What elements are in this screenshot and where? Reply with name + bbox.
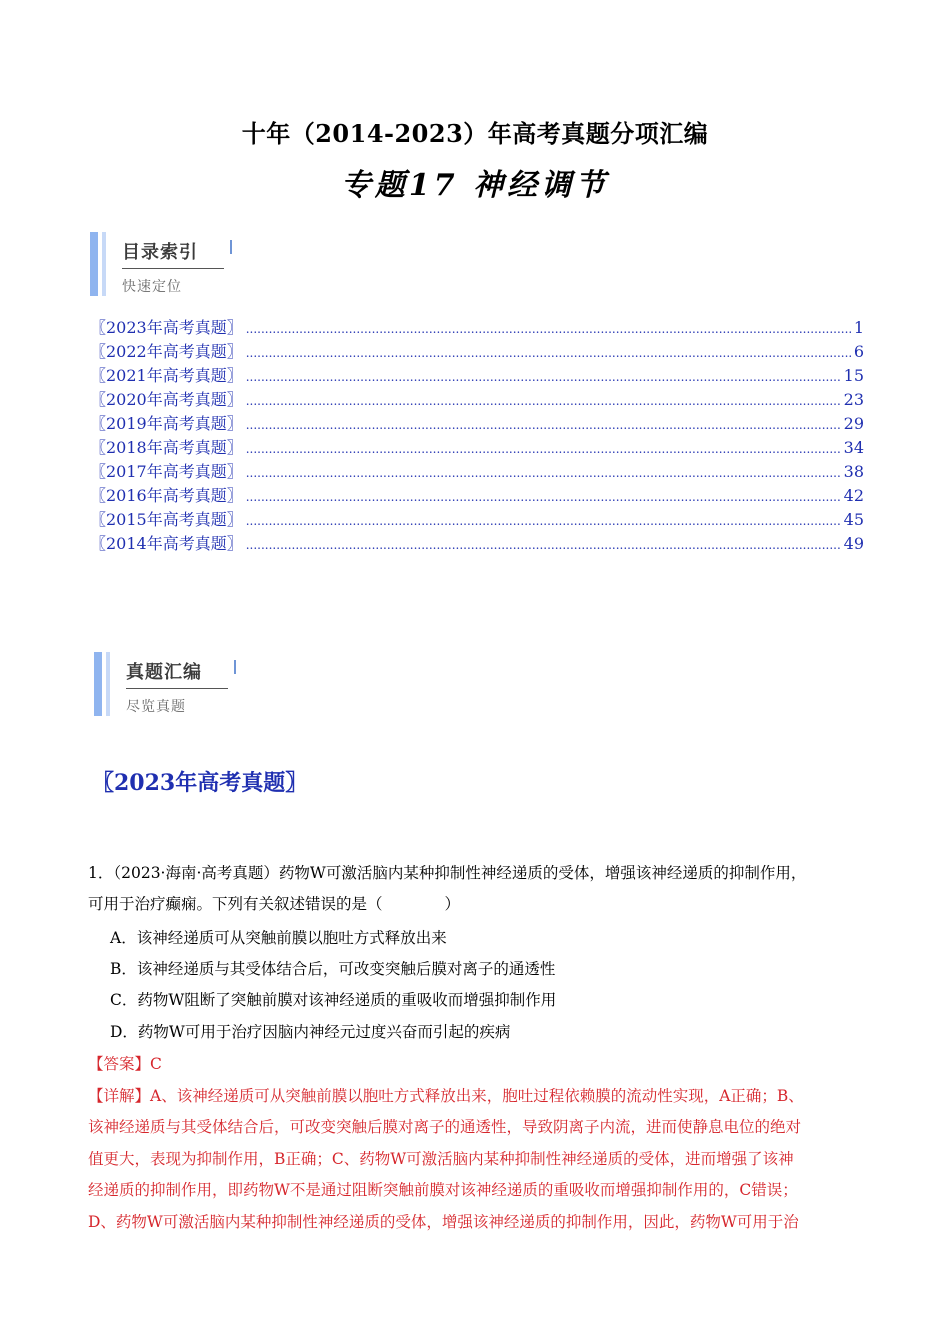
toc-entry-page[interactable]: 45 (843, 510, 864, 529)
answer-detail-line: 经递质的抑制作用，即药物W不是通过阻断突触前膜对该神经递质的重吸收而增强抑制作用的，C错误； (88, 1181, 798, 1199)
page-subtitle: 专题17 神经调节 (340, 168, 610, 203)
toc-entry-page[interactable]: 6 (853, 342, 864, 361)
banner-bar-light (102, 232, 106, 296)
toc-entry[interactable] (90, 340, 864, 364)
toc-banner-heading: 目录索引 (122, 242, 198, 263)
question-stem (88, 858, 868, 920)
toc-entry-label[interactable]: 〖2016年高考真题〗 (90, 486, 243, 505)
toc-entry-page[interactable]: 1 (853, 318, 864, 337)
toc-entry-label[interactable]: 〖2019年高考真题〗 (90, 414, 243, 433)
option-a: A．该神经递质可从突触前膜以胞吐方式释放出来 (110, 929, 447, 947)
toc-entry[interactable] (90, 388, 864, 412)
toc-entry-page[interactable]: 42 (843, 486, 864, 505)
banner-bar-light (106, 652, 110, 716)
toc-dot-leader (246, 533, 841, 557)
toc-entry-label[interactable]: 〖2015年高考真题〗 (90, 510, 243, 529)
toc-entry[interactable] (90, 316, 864, 340)
question-line: 1．（2023·海南·高考真题）药物W可激活脑内某种抑制性神经递质的受体，增强该神经递质的抑制作用， (88, 864, 807, 882)
toc-entry-page[interactable]: 34 (843, 438, 864, 457)
toc-entry-page[interactable]: 15 (843, 366, 864, 385)
toc-entry-label[interactable]: 〖2021年高考真题〗 (90, 366, 243, 385)
toc-dot-leader (246, 413, 841, 437)
option-d: D．药物W可用于治疗因脑内神经元过度兴奋而引起的疾病 (110, 1023, 511, 1041)
toc-entry[interactable] (90, 436, 864, 460)
answer-detail-line: D、药物W可激活脑内某种抑制性神经递质的受体，增强该神经递质的抑制作用，因此，药物W可用于治 (88, 1212, 799, 1231)
banner-tick (230, 240, 232, 254)
collection-banner (94, 652, 274, 722)
toc-dot-leader (246, 389, 841, 413)
collection-banner-sub: 尽览真题 (126, 699, 186, 715)
banner-rule (126, 688, 228, 689)
toc-entry-page[interactable]: 49 (843, 534, 864, 553)
toc-banner (90, 232, 270, 302)
toc-entry[interactable] (90, 508, 864, 532)
banner-bar (90, 232, 98, 296)
toc-entry[interactable] (90, 412, 864, 436)
banner-bar (94, 652, 102, 716)
toc-dot-leader (246, 317, 851, 341)
toc-dot-leader (246, 485, 841, 509)
toc-dot-leader (246, 437, 841, 461)
page-title: 十年（2014-2023）年高考真题分项汇编 (241, 119, 709, 148)
answer-detail-line: 值更大，表现为抑制作用，B正确；C、药物W可激活脑内某种抑制性神经递质的受体，进而增强了该神 (88, 1149, 794, 1168)
toc-banner-sub: 快速定位 (122, 279, 182, 295)
toc-entry-page[interactable]: 29 (843, 414, 864, 433)
toc-entry[interactable] (90, 484, 864, 508)
toc-entry-label[interactable]: 〖2018年高考真题〗 (90, 438, 243, 457)
question-line: 可用于治疗癫痫。下列有关叙述错误的是（ ） (88, 895, 461, 913)
toc-entry-label[interactable]: 〖2022年高考真题〗 (90, 342, 243, 361)
option-b: B．该神经递质与其受体结合后，可改变突触后膜对离子的通透性 (110, 960, 556, 978)
toc-dot-leader (246, 365, 841, 389)
toc-entry-page[interactable]: 38 (843, 462, 864, 481)
toc-entry[interactable] (90, 460, 864, 484)
toc-dot-leader (246, 509, 841, 533)
answer-detail-line: 该神经递质与其受体结合后，可改变突触后膜对离子的通透性，导致阴离子内流，进而使静息电位的绝对 (88, 1118, 802, 1136)
toc-dot-leader (246, 341, 851, 365)
banner-rule (122, 268, 224, 269)
answer-label: 【答案】C (88, 1055, 162, 1073)
toc-entry-label[interactable]: 〖2023年高考真题〗 (90, 318, 243, 337)
option-c: C．药物W阻断了突触前膜对该神经递质的重吸收而增强抑制作用 (110, 991, 557, 1009)
toc-entry-label[interactable]: 〖2014年高考真题〗 (90, 534, 243, 553)
toc-entry[interactable] (90, 364, 864, 388)
collection-banner-heading: 真题汇编 (126, 662, 202, 683)
toc-entry-label[interactable]: 〖2020年高考真题〗 (90, 390, 243, 409)
toc-entry-page[interactable]: 23 (843, 390, 864, 409)
toc-entry[interactable] (90, 532, 864, 556)
answer-detail-line: 【详解】A、该神经递质可从突触前膜以胞吐方式释放出来，胞吐过程依赖膜的流动性实现，A正确；B、 (88, 1086, 804, 1105)
banner-tick (234, 660, 236, 674)
table-of-contents (90, 316, 864, 556)
section-title: 〖2023年高考真题〗 (92, 770, 308, 796)
toc-dot-leader (246, 461, 841, 485)
answer-block (88, 1049, 864, 1238)
toc-entry-label[interactable]: 〖2017年高考真题〗 (90, 462, 243, 481)
